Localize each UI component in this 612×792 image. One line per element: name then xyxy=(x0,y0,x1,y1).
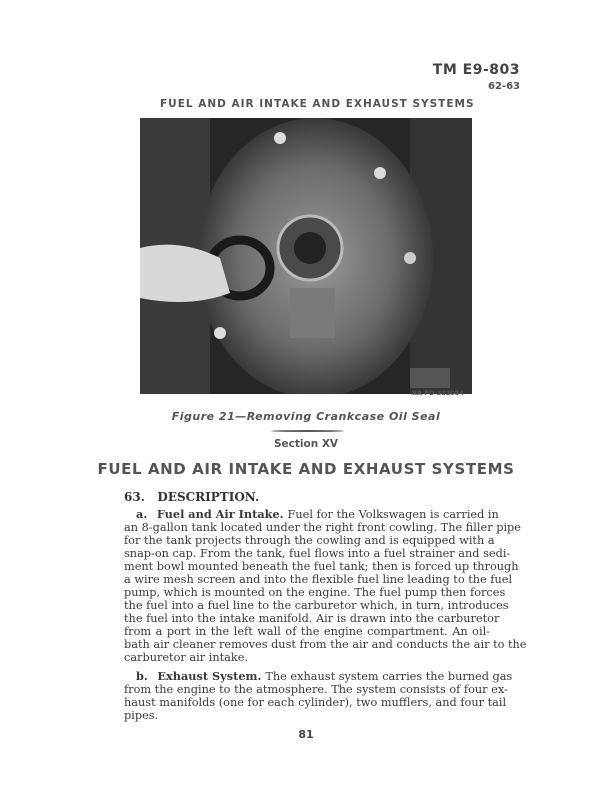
text-line xyxy=(136,507,499,521)
section-title: FUEL AND AIR INTAKE AND EXHAUST SYSTEMS xyxy=(97,460,515,478)
subparagraph-marker: b. xyxy=(136,669,158,683)
paragraph-heading: 63. DESCRIPTION. xyxy=(124,490,260,504)
text-line: an 8-gallon tank located under the right front cowling. The filler pipe xyxy=(124,521,521,534)
text-run: Fuel for the Volkswagen is carried in xyxy=(287,508,499,521)
text-line: bath air cleaner removes dust from the air and conducts the air to the xyxy=(124,638,527,651)
text-line: pipes. xyxy=(124,709,159,722)
text-line: for the tank projects through the cowling and is equipped with a xyxy=(124,534,495,547)
text-line: a wire mesh screen and into the flexible fuel line leading to the fuel xyxy=(124,573,513,586)
text-line xyxy=(136,669,513,683)
divider xyxy=(271,430,344,432)
running-title: FUEL AND AIR INTAKE AND EXHAUST SYSTEMS xyxy=(160,98,475,110)
text-line: carburetor air intake. xyxy=(124,651,249,664)
section-label: Section XV xyxy=(273,438,339,450)
text-line: from a port in the left wall of the engine compartment. An oil- xyxy=(124,625,490,638)
text-line: from the engine to the atmosphere. The system consists of four ex- xyxy=(124,683,508,696)
engine-photo xyxy=(140,118,472,394)
manual-number: TM E9-803 xyxy=(432,62,520,78)
photo-credit: RA PD 322084 xyxy=(412,389,464,397)
text-line: the fuel into a fuel line to the carburetor which, in turn, introduces xyxy=(124,599,509,612)
subparagraph-heading: Exhaust System. xyxy=(157,669,266,683)
subparagraph-marker: a. xyxy=(136,507,157,521)
text-run: The exhaust system carries the burned gas xyxy=(265,670,513,683)
text-line: the fuel into the intake manifold. Air is drawn into the carburetor xyxy=(124,612,500,625)
figure-caption: Figure 21—Removing Crankcase Oil Seal xyxy=(171,410,441,423)
text-line: haust manifolds (one for each cylinder), two mufflers, and four tail xyxy=(124,696,507,709)
text-line: pump, which is mounted on the engine. The fuel pump then forces xyxy=(124,586,506,599)
text-line: snap-on cap. From the tank, fuel flows into a fuel strainer and sedi- xyxy=(124,547,511,560)
text-line: ment bowl mounted beneath the fuel tank; then is forced up through xyxy=(124,560,519,573)
subparagraph-heading: Fuel and Air Intake. xyxy=(156,507,288,521)
paragraph-range: 62-63 xyxy=(488,81,520,92)
page-number: 81 xyxy=(298,728,314,741)
